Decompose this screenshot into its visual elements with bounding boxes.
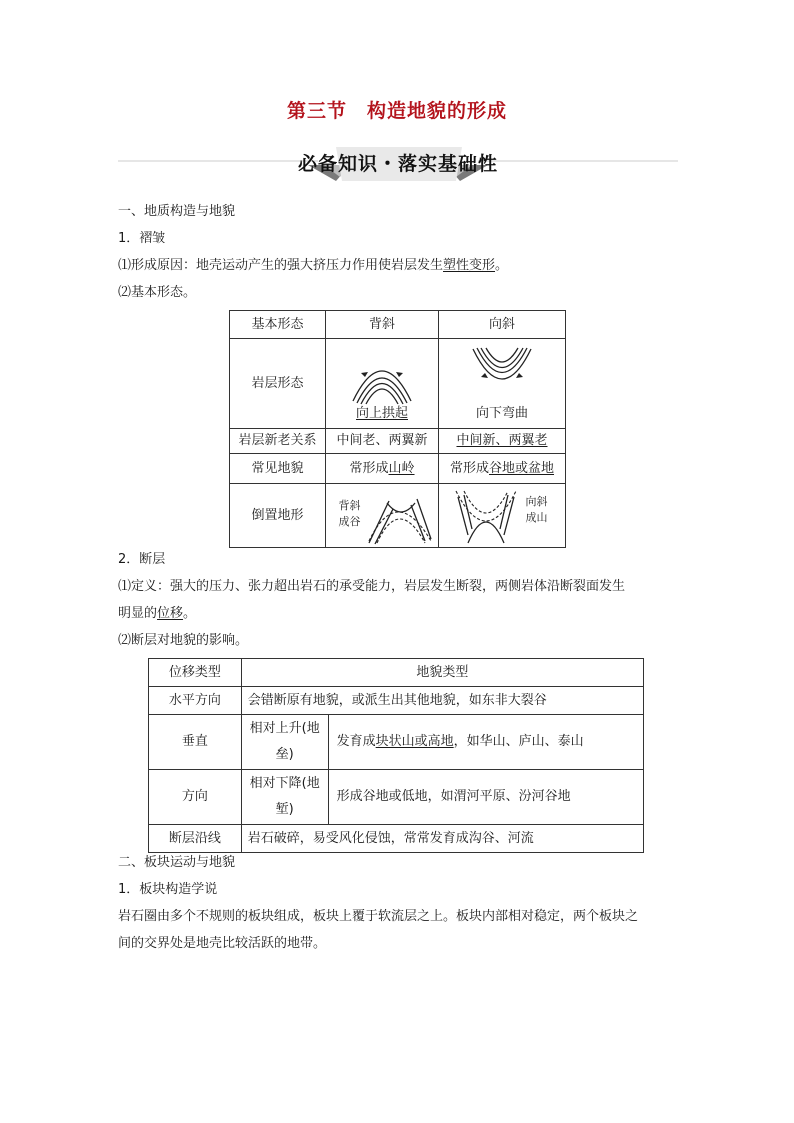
- fault-row-subsidence-label: 相对下降(地堑): [241, 770, 328, 825]
- syncline-inversion-cell: [439, 484, 566, 548]
- page-title: 第三节 构造地貌的形成: [286, 100, 507, 122]
- fault-table: [148, 658, 644, 853]
- heading-fault: 2．断层: [118, 552, 166, 567]
- banner-text: 必备知识・落实基础性: [297, 153, 498, 175]
- plate-paragraph-line1: 岩石圈由多个不规则的板块组成，板块上覆于软流层之上。板块内部相对稳定，两个板块之: [118, 909, 639, 924]
- fold-row-shape-label: 岩层形态: [230, 339, 326, 429]
- anticline-inversion-label-b: 成谷: [338, 514, 361, 528]
- syncline-inversion-label-b: 成山: [525, 510, 548, 524]
- fault-row-uplift-label: 相对上升(地垒): [241, 715, 328, 770]
- fault-row-line-value: 岩石破碎，易受风化侵蚀，常常发育成沟谷、河流: [241, 825, 643, 853]
- fault-row-direction-label: 方向: [149, 770, 242, 825]
- syncline-inversion-label-a: 向斜: [525, 494, 548, 508]
- anticline-diagram: [347, 347, 417, 405]
- fault-header-type: 位移类型: [149, 659, 242, 687]
- syncline-age: 中间新、两翼老: [439, 429, 566, 454]
- anticline-shape-text: 向上拱起: [356, 405, 409, 421]
- syncline-shape-text: 向下弯曲: [475, 405, 528, 421]
- fold-header-syncline: 向斜: [439, 311, 566, 339]
- syncline-mountain-diagram: [452, 487, 522, 545]
- fold-row-landform-label: 常见地貌: [230, 454, 326, 484]
- heading-plate-motion: 二、板块运动与地貌: [118, 855, 236, 870]
- fault-impact-label: ⑵断层对地貌的影响。: [118, 633, 249, 648]
- anticline-age: 中间老、两翼新: [326, 429, 439, 454]
- section-banner: [118, 143, 678, 183]
- fold-forms-label: ⑵基本形态。: [118, 285, 197, 300]
- fault-row-vertical-label: 垂直: [149, 715, 242, 770]
- anticline-landform: 常形成山岭: [326, 454, 439, 484]
- anticline-shape-cell: [326, 339, 439, 429]
- heading-plate-tectonics: 1．板块构造学说: [118, 882, 218, 897]
- heading-geologic-structure: 一、地质构造与地貌: [118, 204, 236, 219]
- syncline-shape-cell: [439, 339, 566, 429]
- plate-paragraph-line2: 间的交界处是地壳比较活跃的地带。: [118, 936, 327, 951]
- anticline-inversion-cell: [326, 484, 439, 548]
- fault-row-horizontal-label: 水平方向: [149, 687, 242, 715]
- fold-cause: ⑴形成原因：地壳运动产生的强大挤压力作用使岩层发生塑性变形。: [118, 258, 509, 273]
- fold-row-inversion-label: 倒置地形: [230, 484, 326, 548]
- heading-fold: 1．褶皱: [118, 231, 166, 246]
- fold-header-anticline: 背斜: [326, 311, 439, 339]
- anticline-inversion-label-a: 背斜: [338, 498, 361, 512]
- fault-definition-line1: ⑴定义：强大的压力、张力超出岩石的承受能力，岩层发生断裂，两侧岩体沿断裂面发生: [118, 579, 626, 594]
- fold-row-age-label: 岩层新老关系: [230, 429, 326, 454]
- fault-row-line-label: 断层沿线: [149, 825, 242, 853]
- syncline-diagram: [467, 347, 537, 405]
- anticline-valley-diagram: [367, 487, 437, 545]
- fault-row-subsidence-value: 形成谷地或低地，如渭河平原、汾河谷地: [328, 770, 643, 825]
- syncline-landform: 常形成谷地或盆地: [439, 454, 566, 484]
- fault-definition-line2: 明显的位移。: [118, 606, 197, 621]
- fault-header-landform: 地貌类型: [241, 659, 643, 687]
- fold-header-form: 基本形态: [230, 311, 326, 339]
- fold-table: [229, 310, 566, 548]
- fault-row-horizontal-value: 会错断原有地貌，或派生出其他地貌，如东非大裂谷: [241, 687, 643, 715]
- fault-row-uplift-value: 发育成块状山或高地，如华山、庐山、泰山: [328, 715, 643, 770]
